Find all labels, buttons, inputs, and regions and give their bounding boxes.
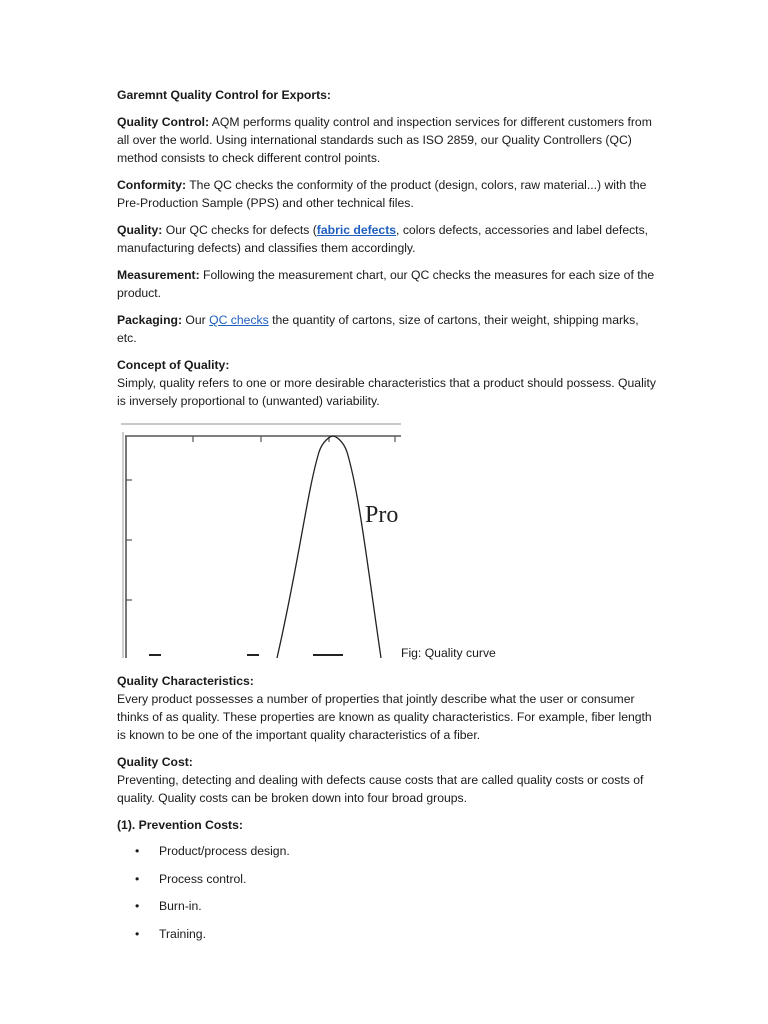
label-conformity: Conformity: — [117, 178, 187, 192]
label-packaging: Packaging: — [117, 313, 183, 327]
paragraph-measurement — [117, 266, 658, 302]
heading-prevention-paragraph — [117, 816, 658, 834]
paragraph-cost — [117, 753, 658, 807]
text-measurement: Following the measurement chart, our QC checks the measures for each size of the product. — [117, 268, 655, 300]
paragraph-concept — [117, 356, 658, 410]
text-cost: Preventing, detecting and dealing with defects cause costs that are called quality costs or costs of quality. Quality costs can be broken down into four broad groups. — [117, 773, 644, 805]
paragraph-characteristics — [117, 672, 658, 744]
heading-characteristics: Quality Characteristics: — [117, 674, 254, 688]
paragraph-quality-control — [117, 113, 658, 167]
heading-cost: Quality Cost: — [117, 755, 193, 769]
text-characteristics: Every product possesses a number of properties that jointly describe what the user or consumer thinks of as quality. These properties are known as quality characteristics. For example, fiber length is known to be one of the important quality characteristics of a fiber. — [117, 692, 652, 742]
bullet-icon: • — [135, 926, 140, 941]
paragraph-conformity — [117, 176, 658, 212]
heading-prevention: (1). Prevention Costs: — [117, 818, 243, 832]
paragraph-packaging — [117, 311, 658, 347]
prevention-list — [117, 842, 658, 943]
label-quality-control: Quality Control: — [117, 115, 210, 129]
document-title: Garemnt Quality Control for Exports: — [117, 88, 331, 102]
bullet-icon: • — [135, 899, 140, 913]
bullet-icon: • — [135, 844, 140, 858]
link-fabric-defects[interactable]: fabric defects — [316, 223, 397, 237]
text-quality-before: Our QC checks for defects ( — [162, 223, 317, 237]
text-packaging-after: the quantity of cartons, size of cartons, their weight, shipping marks, etc. — [117, 313, 639, 345]
heading-concept: Concept of Quality: — [117, 358, 230, 372]
paragraph-quality — [117, 221, 658, 257]
quality-curve-figure — [117, 422, 658, 660]
list-item: • Burn-in. — [135, 899, 202, 913]
list-item: • Process control. — [135, 871, 247, 886]
text-packaging-before: Our — [182, 313, 210, 327]
text-quality-after: , colors defects, accessories and label defects, manufacturing defects) and classifies them accordingly. — [117, 223, 649, 255]
link-qc-checks[interactable]: QC checks — [209, 313, 269, 327]
figure-caption: Fig: Quality curve — [401, 646, 496, 660]
list-item: • Training. — [135, 926, 206, 941]
text-quality-control: AQM performs quality control and inspection services for different customers from all over the world. Using international standards such as ISO 2859, our Quality Controllers (QC) method consists to check different control points. — [117, 115, 652, 165]
quality-curve-image — [121, 422, 401, 658]
text-conformity: The QC checks the conformity of the product (design, colors, raw material...) with the Pre-Production Sample (PPS) and other technical files. — [117, 178, 647, 210]
text-concept: Simply, quality refers to one or more desirable characteristics that a product should possess. Quality is inversely proportional to (unwanted) variability. — [117, 376, 656, 408]
label-measurement: Measurement: — [117, 268, 200, 282]
bullet-icon: • — [135, 871, 140, 886]
figure-partial-label: Pro — [365, 502, 399, 528]
label-quality: Quality: — [117, 223, 163, 237]
list-item: • Product/process design. — [135, 844, 290, 858]
